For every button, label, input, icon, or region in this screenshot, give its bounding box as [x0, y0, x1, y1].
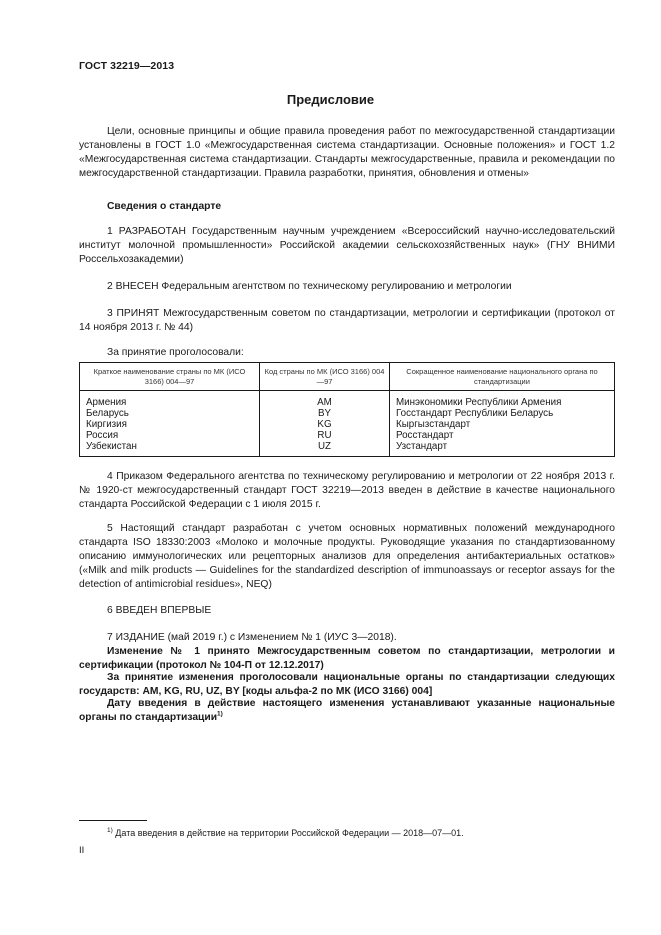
intro-paragraph: Цели, основные принципы и общие правила проведения работ по межгосударственной стандартизации установлены в ГОСТ 1.0 «Межгосударственная система стандартизации. Основные положения» и ГОСТ 1.2 «Межгосударственная система стандартизации. Стандарты межгосударственные, правила и рекомендации по межгосударственной стандартизации. Правила разработки, принятия, обновления и отмены» [79, 126, 615, 179]
item-7-paragraph: 7 ИЗДАНИЕ (май 2019 г.) с Изменением № 1 (ИУС 3—2018). [107, 632, 397, 643]
code-cell [260, 391, 390, 457]
item-3-paragraph: 3 ПРИНЯТ Межгосударственным советом по стандартизации, метрологии и сертификации (протокол от 14 ноября 2013 г. № 44) [79, 308, 615, 333]
change-3-text: Дату введения в действие настоящего изменения устанавливают указанные национальные органы по стандартизации [79, 698, 615, 723]
page-title: Предисловие [286, 92, 375, 107]
standards-body: Кыргызстандарт [396, 419, 471, 430]
standards-body: Росстандарт [396, 430, 454, 441]
table-row [80, 391, 615, 457]
table-header-row [80, 363, 615, 391]
country-code: UZ [317, 441, 332, 452]
standards-body: Узстандарт [396, 441, 448, 452]
country-code: BY [317, 408, 332, 419]
header-code: Код страны по МК (ИСО 3166) 004—97 [260, 363, 390, 391]
country-name: Киргизия [86, 419, 127, 430]
country-code: AM [317, 397, 332, 408]
country-name: Армения [86, 397, 127, 408]
footnote-text: Дата введения в действие на территории Российской Федерации — 2018—07—01. [115, 828, 464, 838]
standards-body: Госстандарт Республики Беларусь [396, 408, 554, 419]
footnote-divider [79, 820, 147, 821]
country-cell [80, 391, 260, 457]
footnote-mark: 1) [107, 827, 113, 834]
document-header: ГОСТ 32219—2013 [79, 60, 175, 72]
country-code: KG [317, 419, 332, 430]
country-code: RU [317, 430, 332, 441]
change-2-paragraph: За принятие изменения проголосовали национальные органы по стандартизации следующих государств: AM, KG, RU, UZ, BY [коды альфа-2 по МК (ИСО 3166) 004] [79, 672, 615, 697]
body-cell [390, 391, 615, 457]
item-2-paragraph: 2 ВНЕСЕН Федеральным агентством по техническому регулированию и метрологии [107, 281, 512, 292]
votes-table [79, 362, 615, 457]
item-5-paragraph: 5 Настоящий стандарт разработан с учетом основных нормативных положений международного стандарта ISO 18330:2003 «Молоко и молочные продукты. Руководящие указания по стандартизованному описанию иммунологических или рецепторных анализов для определения антибактериальных остатков» («Milk and milk products — Guidelines for the standardized description of immunoassays or receptor assays for the detection of antimicrobial residues», NEQ) [79, 523, 615, 590]
country-name: Беларусь [86, 408, 129, 419]
votes-label: За принятие проголосовали: [107, 347, 244, 358]
section-subheading: Сведения о стандарте [107, 201, 222, 212]
item-4-paragraph: 4 Приказом Федерального агентства по техническому регулированию и метрологии от 22 ноября 2013 г. № 1920-ст межгосударственный стандарт ГОСТ 32219—2013 введен в действие в качестве национального стандарта Российской Федерации с 1 июля 2015 г. [79, 471, 615, 510]
page-number: II [79, 845, 85, 856]
footnote [107, 828, 464, 838]
footnote-ref: 1) [217, 710, 223, 718]
change-3-paragraph [79, 697, 615, 725]
standards-body: Минэкономики Республики Армения [396, 397, 562, 408]
item-1-paragraph: 1 РАЗРАБОТАН Государственным научным учреждением «Всероссийский научно-исследовательский институт молочной промышленности» Российской академии сельскохозяйственных наук» (ГНУ ВНИМИ Россельхозакадемии) [79, 226, 615, 265]
country-name: Россия [86, 430, 119, 441]
header-country: Краткое наименование страны по МК (ИСО 3166) 004—97 [80, 363, 260, 391]
header-body: Сокращенное наименование национального органа по стандартизации [390, 363, 615, 391]
item-6-paragraph: 6 ВВЕДЕН ВПЕРВЫЕ [107, 605, 212, 616]
country-name: Узбекистан [86, 441, 137, 452]
change-1-paragraph: Изменение № 1 принято Межгосударственным советом по стандартизации, метрологии и сертификации (протокол № 104-П от 12.12.2017) [79, 646, 615, 671]
